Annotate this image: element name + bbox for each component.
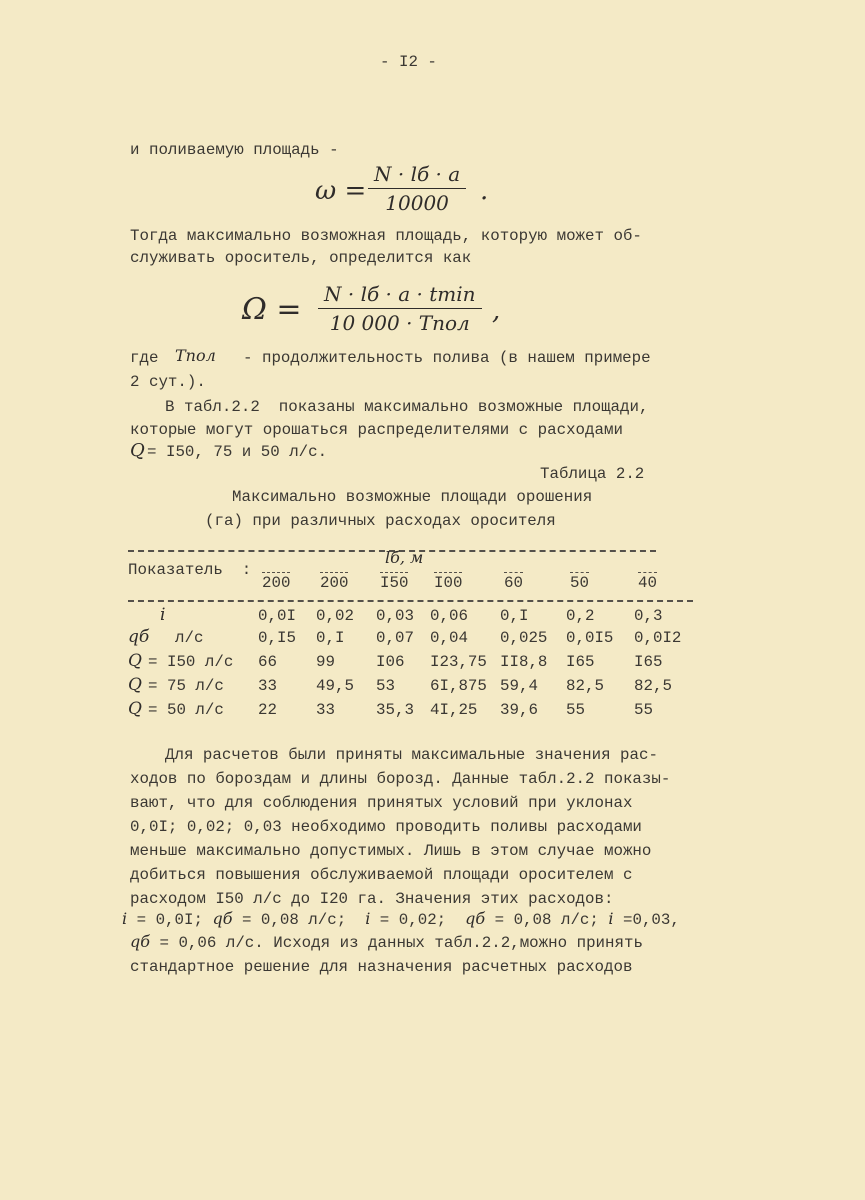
table-cell: 0,2 — [566, 607, 595, 625]
column-header: I50 — [380, 574, 409, 592]
text-line: расходом I50 л/с до I20 га. Значения этих расходов: — [130, 890, 614, 908]
table-cell: 66 — [258, 653, 277, 671]
row-unit: л/с — [175, 629, 204, 647]
q-symbol: qб — [130, 932, 151, 951]
table-cell: I65 — [634, 653, 663, 671]
table-cell: 33 — [316, 701, 335, 719]
formula-end: , — [492, 296, 501, 326]
table-cell: 35,3 — [376, 701, 414, 719]
table-cell: 0,0I — [258, 607, 296, 625]
column-header: 60 — [504, 574, 523, 592]
table-title: Максимально возможные площади орошения — [232, 488, 593, 506]
row-unit: = I50 л/с — [148, 653, 234, 671]
table-group-header: lб, м — [385, 548, 424, 567]
table-cell: 0,0I5 — [566, 629, 614, 647]
row-unit: = 50 л/с — [148, 701, 224, 719]
symbol: i — [608, 909, 614, 928]
text-line: добиться повышения обслуживаемой площади оросителем с — [130, 866, 633, 884]
column-header: 200 — [262, 574, 291, 592]
table-cell: 55 — [634, 701, 653, 719]
formula-fraction — [368, 162, 466, 215]
table-cell: I65 — [566, 653, 595, 671]
table-cell: I23,75 — [430, 653, 487, 671]
symbol: qб — [212, 909, 233, 928]
text-line: ходов по бороздам и длины борозд. Данные табл.2.2 показы- — [130, 770, 671, 788]
value-text: = 0,0I; — [127, 911, 213, 929]
column-header: 40 — [638, 574, 657, 592]
text-line: - продолжительность полива (в нашем примере — [243, 349, 651, 367]
values-line — [122, 909, 680, 930]
text-line: = I50, 75 и 50 л/с. — [147, 443, 328, 461]
table-cell: 53 — [376, 677, 395, 695]
table-cell: 33 — [258, 677, 277, 695]
formula-end: . — [480, 176, 489, 206]
text-line: стандартное решение для назначения расчетных расходов — [130, 958, 633, 976]
table-rule — [128, 600, 693, 602]
formula-fraction — [318, 282, 482, 335]
symbol: i — [122, 909, 128, 928]
q-symbol: Q — [130, 440, 145, 461]
table-cell: 59,4 — [500, 677, 538, 695]
text-line: = 0,06 л/с. Исходя из данных табл.2.2,можно принять — [150, 934, 643, 952]
text-line: 0,0I; 0,02; 0,03 необходимо проводить поливы расходами — [130, 818, 642, 836]
text-line: служивать ороситель, определится как — [130, 249, 472, 267]
formula-numerator: N · lб · a · tmin — [318, 282, 482, 309]
table-cell: II8,8 — [500, 653, 548, 671]
value-text: =0,03, — [613, 911, 680, 929]
text-line: и поливаемую площадь - — [130, 141, 339, 159]
text-line: которые могут орошаться распределителями с расходами — [130, 421, 623, 439]
row-symbol: i — [160, 605, 166, 625]
text-line: вают, что для соблюдения принятых условий при уклонах — [130, 794, 633, 812]
formula-lhs: Ω = — [242, 292, 302, 327]
table-cell: 0,I — [316, 629, 345, 647]
table-cell: 39,6 — [500, 701, 538, 719]
table-cell: 55 — [566, 701, 585, 719]
table-cell: 6I,875 — [430, 677, 487, 695]
table-cell: 0,02 — [316, 607, 354, 625]
text-line: 2 сут.). — [130, 373, 206, 391]
table-cell: 0,07 — [376, 629, 414, 647]
row-symbol: Q — [128, 675, 142, 695]
table-cell: 82,5 — [634, 677, 672, 695]
row-unit: = 75 л/с — [148, 677, 224, 695]
formula-denominator: 10000 — [385, 191, 449, 215]
row-symbol: qб — [128, 627, 150, 647]
column-header: I00 — [434, 574, 463, 592]
table-cell: 0,04 — [430, 629, 468, 647]
table-cell: 0,I5 — [258, 629, 296, 647]
table-cell: 22 — [258, 701, 277, 719]
table-cell: 0,06 — [430, 607, 468, 625]
formula-numerator: N · lб · a — [368, 162, 466, 189]
formula-lhs: ω = — [315, 176, 367, 206]
table-title: (га) при различных расходах оросителя — [205, 512, 556, 530]
table-cell: 0,025 — [500, 629, 548, 647]
symbol: qб — [465, 909, 486, 928]
table-cell: 0,3 — [634, 607, 663, 625]
value-text: = 0,02; — [370, 911, 466, 929]
table-cell: 49,5 — [316, 677, 354, 695]
table-cell: 0,0I2 — [634, 629, 682, 647]
where-prefix: где — [130, 349, 159, 367]
text-line: В табл.2.2 показаны максимально возможные площади, — [165, 398, 649, 416]
table-cell: I06 — [376, 653, 405, 671]
table-header-label: Показатель : — [128, 561, 252, 579]
row-symbol: Q — [128, 651, 142, 671]
row-symbol: Q — [128, 699, 142, 719]
where-symbol: Tпол — [175, 346, 216, 365]
formula-denominator: 10 000 · Tпол — [329, 311, 470, 335]
text-line: Для расчетов были приняты максимальные значения рас- — [165, 746, 658, 764]
table-cell: 82,5 — [566, 677, 604, 695]
text-line: Тогда максимально возможная площадь, которую может об- — [130, 227, 642, 245]
page-number: - I2 - — [380, 53, 437, 71]
table-cell: 4I,25 — [430, 701, 478, 719]
table-cell: 99 — [316, 653, 335, 671]
table-cell: 0,03 — [376, 607, 414, 625]
table-cell: 0,I — [500, 607, 529, 625]
column-header: 200 — [320, 574, 349, 592]
value-text: = 0,08 л/с; — [232, 911, 366, 929]
table-label: Таблица 2.2 — [540, 465, 645, 483]
value-text: = 0,08 л/с; — [485, 911, 609, 929]
text-line: меньше максимально допустимых. Лишь в этом случае можно — [130, 842, 652, 860]
symbol: i — [365, 909, 371, 928]
column-header: 50 — [570, 574, 589, 592]
